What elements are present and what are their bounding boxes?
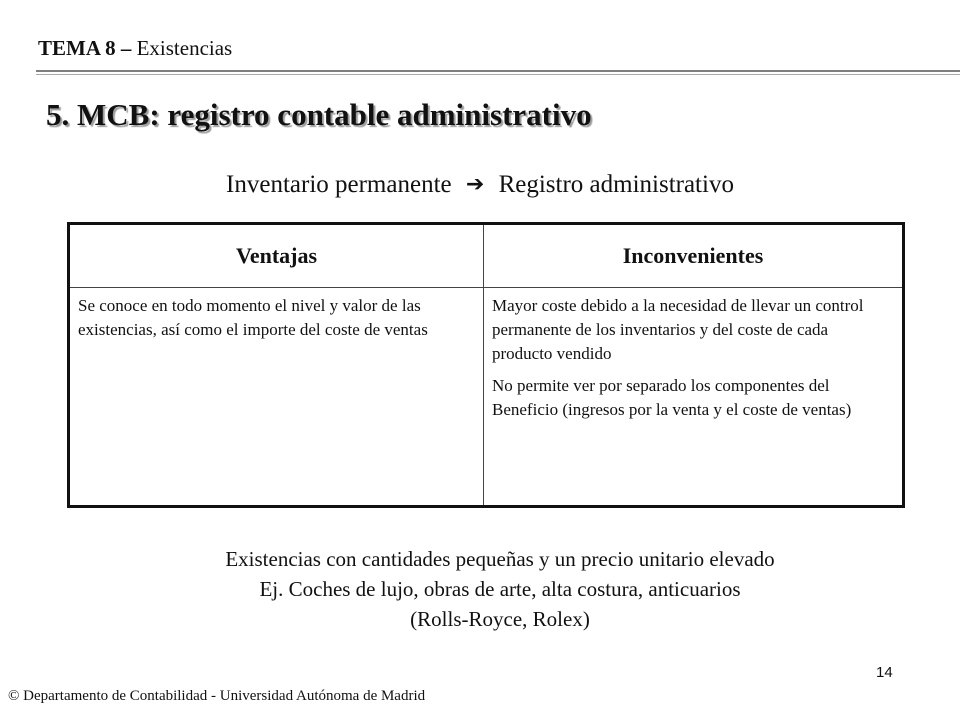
footer-copyright: © Departamento de Contabilidad - Universidad Autónoma de Madrid <box>8 688 426 704</box>
subtitle <box>0 168 960 202</box>
header-topic-number: TEMA 8 – <box>38 36 132 60</box>
examples-line-1: Existencias con cantidades pequeñas y un precio unitario elevado <box>225 547 775 571</box>
subtitle-left: Inventario permanente <box>226 171 452 198</box>
section-title: 5. MCB: registro contable administrativo <box>46 97 592 132</box>
examples-line-3: (Rolls-Royce, Rolex) <box>410 607 590 631</box>
table-header-row <box>69 224 904 288</box>
subtitle-right: Registro administrativo <box>498 171 734 198</box>
examples-line-2: Ej. Coches de lujo, obras de arte, alta costura, anticuarios <box>259 577 741 601</box>
ventajas-cell <box>69 288 484 507</box>
header-topic-name: Existencias <box>131 36 233 60</box>
comparison-table <box>67 222 905 508</box>
header-divider <box>36 70 960 72</box>
inconveniente-item: No permite ver por separado los componentes del Beneficio (ingresos por la venta y el coste de ventas) <box>492 376 852 419</box>
table-row <box>69 288 904 507</box>
page-number: 14 <box>876 664 893 681</box>
column-header-inconvenientes: Inconvenientes <box>622 243 764 268</box>
column-header-ventajas: Ventajas <box>69 224 484 288</box>
examples-text <box>0 544 960 634</box>
inconvenientes-cell <box>484 288 904 507</box>
slide-header <box>38 34 232 62</box>
inconveniente-item: Mayor coste debido a la necesidad de llevar un control permanente de los inventarios y del coste de cada producto vendido <box>492 296 864 363</box>
ventaja-item: Se conoce en todo momento el nivel y valor de las existencias, así como el importe del coste de ventas <box>78 296 428 339</box>
right-arrow-icon: ➔ <box>465 172 485 197</box>
header-divider-thin <box>36 74 960 75</box>
